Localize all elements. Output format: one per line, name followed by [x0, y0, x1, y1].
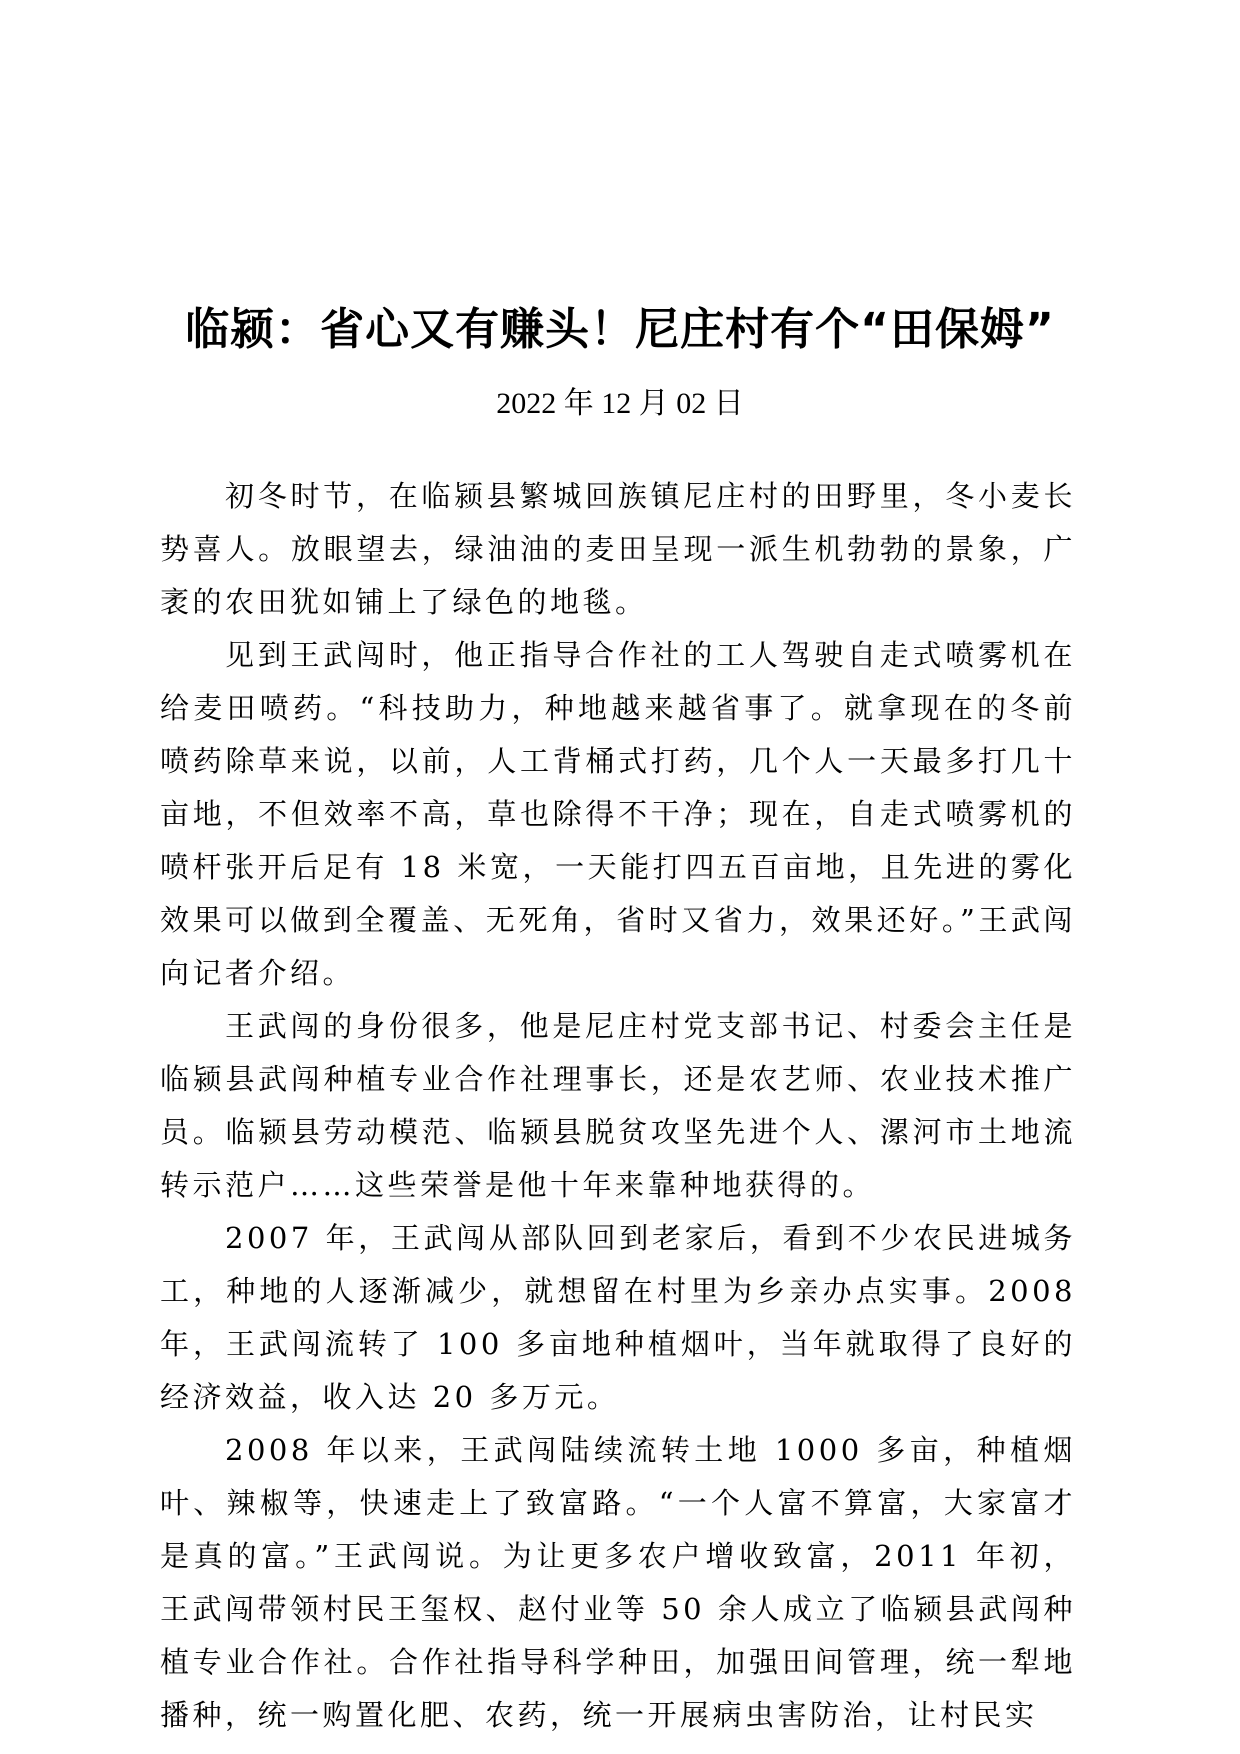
paragraph: 见到王武闯时，他正指导合作社的工人驾驶自走式喷雾机在给麦田喷药。“科技助力，种地越来越省事了。就拿现在的冬前喷药除草来说，以前，人工背桶式打药，几个人一天最多打几十亩地，不但效率不高，草也除得不干净；现在，自走式喷雾机的喷杆张开后足有 18 米宽，一天能打四五百亩地，且先进的雾化效果可以做到全覆盖、无死角，省时又省力，效果还好。”王武闯向记者介绍。 — [160, 638, 1076, 990]
paragraph: 初冬时节，在临颍县繁城回族镇尼庄村的田野里，冬小麦长势喜人。放眼望去，绿油油的麦田呈现一派生机勃勃的景象，广袤的农田犹如铺上了绿色的地毯。 — [160, 479, 1076, 619]
paragraph: 2008 年以来，王武闯陆续流转土地 1000 多亩，种植烟叶、辣椒等，快速走上了致富路。“一个人富不算富，大家富才是真的富。”王武闯说。为让更多农户增收致富，2011 年初，王武闯带领村民王玺权、赵付业等 50 余人成立了临颍县武闯种植专业合作社。合作社指导科学种田，加强田间管理，统一犁地播种，统一购置化肥、农药，统一开展病虫害防治，让村民实 — [160, 1433, 1076, 1732]
article-body — [160, 470, 1076, 1742]
paragraph: 2007 年，王武闯从部队回到老家后，看到不少农民进城务工，种地的人逐渐减少，就想留在村里为乡亲办点实事。2008 年，王武闯流转了 100 多亩地种植烟叶，当年就取得了良好的经济效益，收入达 20 多万元。 — [160, 1221, 1076, 1414]
article-date: 2022 年 12 月 02 日 — [496, 387, 744, 420]
paragraph: 王武闯的身份很多，他是尼庄村党支部书记、村委会主任是临颍县武闯种植专业合作社理事长，还是农艺师、农业技术推广员。临颍县劳动模范、临颍县脱贫攻坚先进个人、漯河市土地流转示范户……这些荣誉是他十年来靠种地获得的。 — [160, 1009, 1076, 1202]
article-title: 临颍：省心又有赚头！尼庄村有个“田保姆” — [185, 304, 1055, 355]
